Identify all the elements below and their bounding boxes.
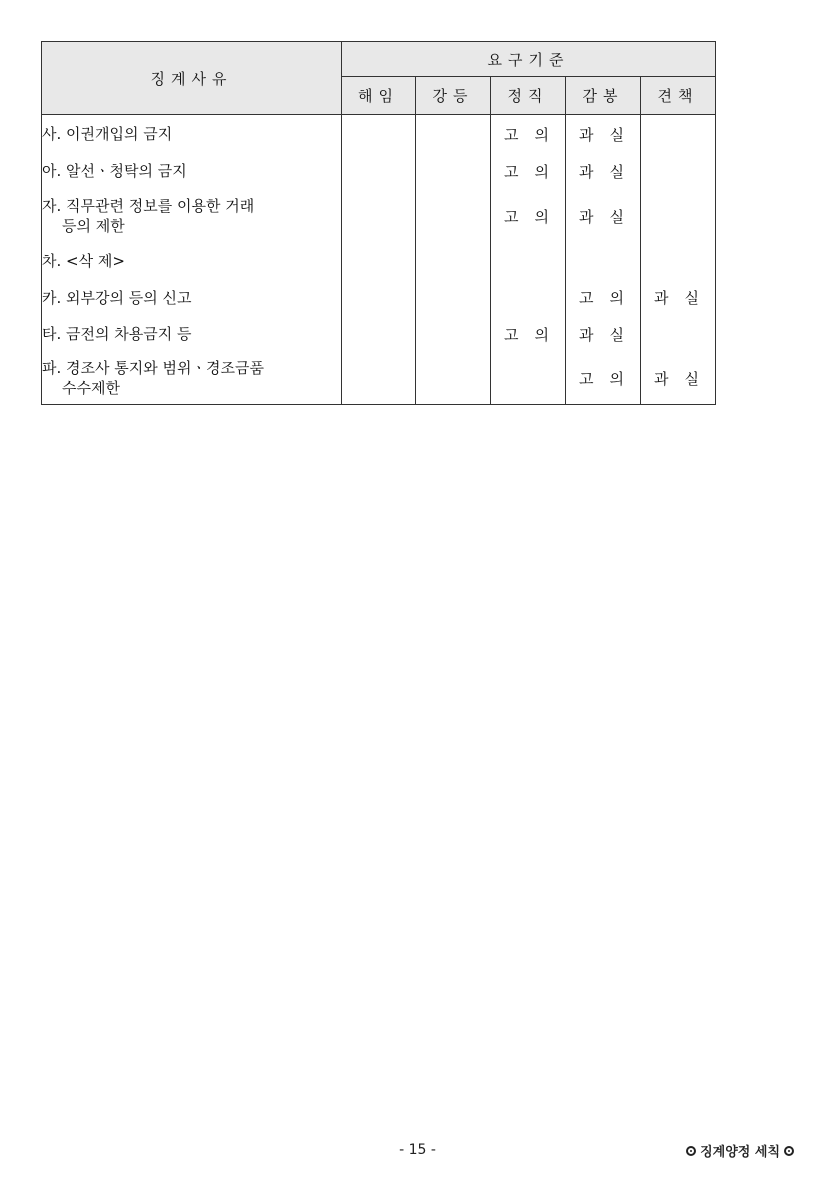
value-cell-suspension — [491, 352, 566, 405]
value-cell-suspension — [491, 153, 566, 189]
value-cell-demotion — [416, 243, 491, 279]
value-text: 과 실 — [654, 289, 699, 307]
value-cell-dismissal — [342, 279, 416, 316]
reason-cell — [42, 115, 342, 154]
value-cell-pay-cut — [566, 189, 641, 243]
value-cell-reprimand — [641, 279, 716, 316]
table-row — [42, 279, 716, 316]
value-cell-pay-cut — [566, 279, 641, 316]
value-cell-dismissal — [342, 153, 416, 189]
value-cell-reprimand — [641, 352, 716, 405]
reason-text: 사. 이권개입의 금지 — [42, 125, 173, 143]
reason-text: 아. 알선ㆍ청탁의 금지 — [42, 162, 187, 180]
reason-column-header: 징계사유 — [42, 42, 342, 115]
requirement-group-header: 요구기준 — [342, 42, 716, 77]
reason-cell — [42, 243, 342, 279]
value-text: 고 의 — [579, 369, 624, 388]
reason-text-continued: 등의 제한 — [62, 217, 125, 235]
reason-cell — [42, 279, 342, 316]
double-circle-icon — [784, 1146, 794, 1156]
value-cell-suspension — [491, 243, 566, 279]
value-cell-suspension — [491, 189, 566, 243]
table-row — [42, 243, 716, 279]
value-cell-reprimand — [641, 189, 716, 243]
value-text: 고 의 — [579, 289, 624, 307]
discipline-standard-table — [41, 41, 716, 405]
value-cell-pay-cut — [566, 352, 641, 405]
value-cell-dismissal — [342, 316, 416, 352]
reason-text: 파. 경조사 통지와 범위ㆍ경조금품 — [42, 359, 264, 377]
level-header-suspension: 정직 — [491, 77, 566, 115]
value-text: 고 의 — [504, 207, 549, 226]
reason-text: 자. 직무관련 정보를 이용한 거래 — [42, 197, 255, 215]
level-header-demotion: 강등 — [416, 77, 491, 115]
value-cell-demotion — [416, 279, 491, 316]
value-text: 고 의 — [504, 325, 549, 344]
table-row — [42, 352, 716, 405]
value-cell-reprimand — [641, 243, 716, 279]
level-header-reprimand: 견책 — [641, 77, 716, 115]
reason-cell — [42, 352, 342, 405]
value-cell-reprimand — [641, 153, 716, 189]
value-cell-dismissal — [342, 189, 416, 243]
footer-document-title — [686, 1141, 794, 1160]
value-text: 고 의 — [504, 162, 549, 181]
table-row — [42, 115, 716, 154]
value-text: 과 실 — [579, 125, 624, 144]
value-text: 과 실 — [579, 325, 624, 344]
table-row — [42, 189, 716, 243]
value-cell-demotion — [416, 352, 491, 405]
value-text: 고 의 — [504, 125, 549, 144]
value-cell-demotion — [416, 115, 491, 154]
level-header-dismissal: 해임 — [342, 77, 416, 115]
value-cell-suspension — [491, 316, 566, 352]
value-cell-reprimand — [641, 316, 716, 352]
reason-text: 카. 외부강의 등의 신고 — [42, 288, 192, 307]
value-cell-pay-cut — [566, 153, 641, 189]
reason-text: 차. <삭 제> — [42, 252, 125, 270]
value-text: 과 실 — [579, 162, 624, 181]
value-cell-dismissal — [342, 352, 416, 405]
value-cell-dismissal — [342, 243, 416, 279]
footer-title-text: 징계양정 세칙 — [700, 1145, 780, 1160]
value-cell-demotion — [416, 189, 491, 243]
table-row — [42, 316, 716, 352]
level-header-pay-cut: 감봉 — [566, 77, 641, 115]
value-cell-demotion — [416, 153, 491, 189]
reason-cell — [42, 189, 342, 243]
reason-text-continued: 수수제한 — [62, 379, 120, 397]
reason-cell — [42, 316, 342, 352]
value-cell-suspension — [491, 279, 566, 316]
value-cell-pay-cut — [566, 316, 641, 352]
value-text: 과 실 — [654, 369, 699, 388]
table-row — [42, 153, 716, 189]
reason-cell — [42, 153, 342, 189]
value-cell-dismissal — [342, 115, 416, 154]
value-cell-pay-cut — [566, 243, 641, 279]
value-cell-suspension — [491, 115, 566, 154]
value-cell-demotion — [416, 316, 491, 352]
value-cell-pay-cut — [566, 115, 641, 154]
page-number: - 15 - — [399, 1142, 436, 1158]
reason-text: 타. 금전의 차용금지 등 — [42, 325, 192, 343]
value-text: 과 실 — [579, 207, 624, 226]
value-cell-reprimand — [641, 115, 716, 154]
double-circle-icon — [686, 1146, 696, 1156]
